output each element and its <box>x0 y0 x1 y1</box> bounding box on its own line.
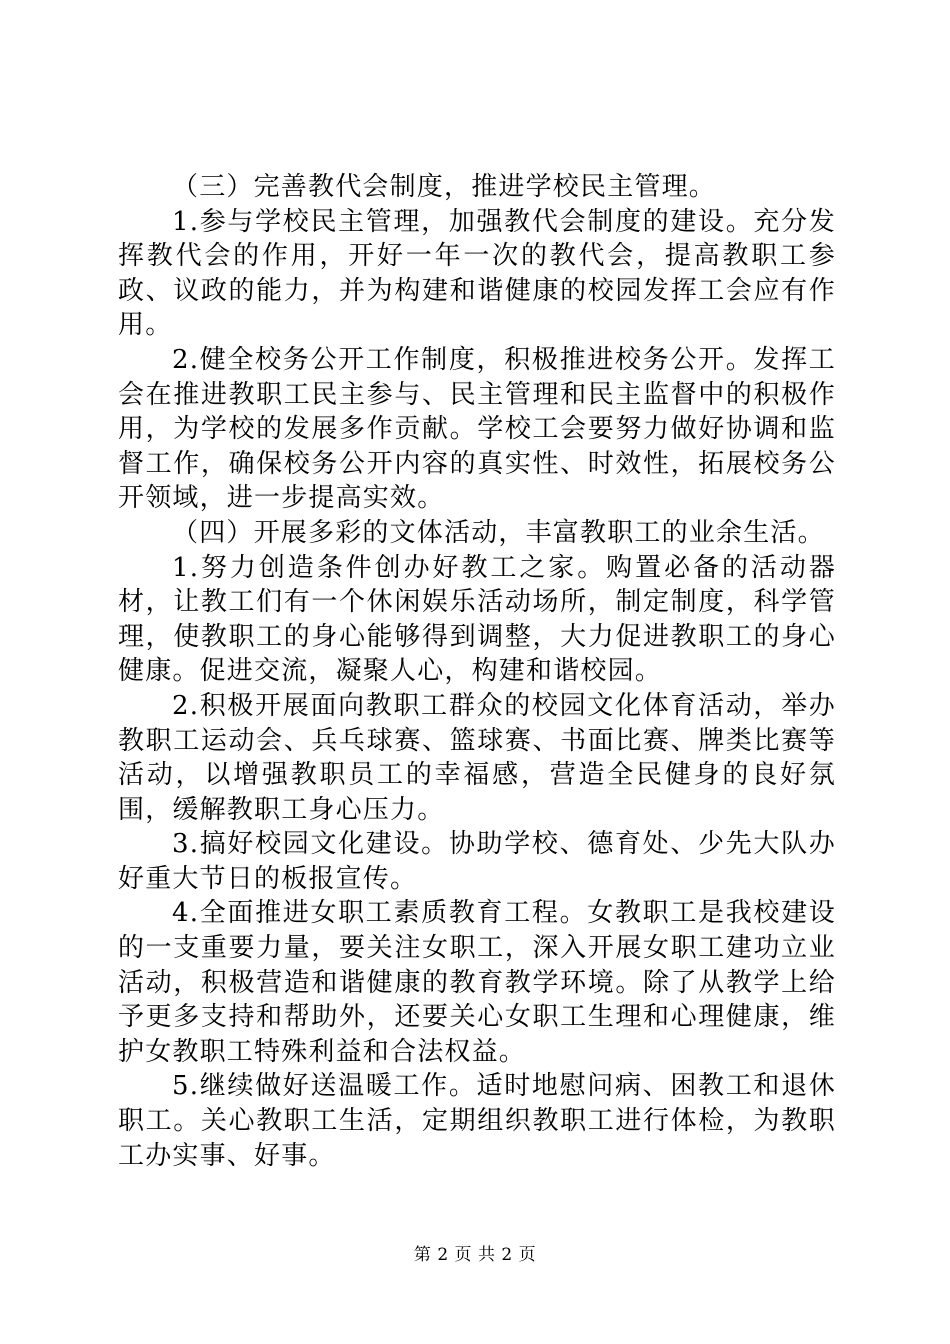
paragraph: 1.努力创造条件创办好教工之家。购置必备的活动器材，让教工们有一个休闲娱乐活动场所，制定制度，科学管理，使教职工的身心能够得到调整，大力促进教职工的身心健康。促进交流，凝聚人心，构建和谐校园。 <box>118 552 836 687</box>
page-number-footer: 第 2 页 共 2 页 <box>413 1245 537 1265</box>
paragraph: 5.继续做好送温暖工作。适时地慰问病、困教工和退休职工。关心教职工生活，定期组织教职工进行体检，为教职工办实事、好事。 <box>118 1071 836 1171</box>
section-heading-3: （三）完善教代会制度，推进学校民主管理。 <box>172 172 717 202</box>
paragraph: 2.积极开展面向教职工群众的校园文化体育活动，举办教职工运动会、兵乓球赛、篮球赛、书面比赛、牌类比赛等活动，以增强教职员工的幸福感，营造全民健身的良好氛围，缓解教职工身心压力。 <box>118 690 836 825</box>
paragraph: 2.健全校务公开工作制度，积极推进校务公开。发挥工会在推进教职工民主参与、民主管理和民主监督中的积极作用，为学校的发展多作贡献。学校工会要努力做好协调和监督工作，确保校务公开内容的真实性、时效性，拓展校务公开领域，进一步提高实效。 <box>118 344 836 514</box>
paragraph: 3.搞好校园文化建设。协助学校、德育处、少先大队办好重大节日的板报宣传。 <box>118 829 836 894</box>
document-body <box>118 170 836 1173</box>
paragraph: 4.全面推进女职工素质教育工程。女教职工是我校建设的一支重要力量，要关注女职工，深入开展女职工建功立业活动，积极营造和谐健康的教育教学环境。除了从教学上给予更多支持和帮助外，还要关心女职工生理和心理健康，维护女教职工特殊利益和合法权益。 <box>118 898 836 1067</box>
section-heading-4: （四）开展多彩的文体活动，丰富教职工的业余生活。 <box>172 517 825 548</box>
paragraph: 1.参与学校民主管理，加强教代会制度的建设。充分发挥教代会的作用，开好一年一次的教代会，提高教职工参政、议政的能力，并为构建和谐健康的校园发挥工会应有作用。 <box>118 206 836 341</box>
